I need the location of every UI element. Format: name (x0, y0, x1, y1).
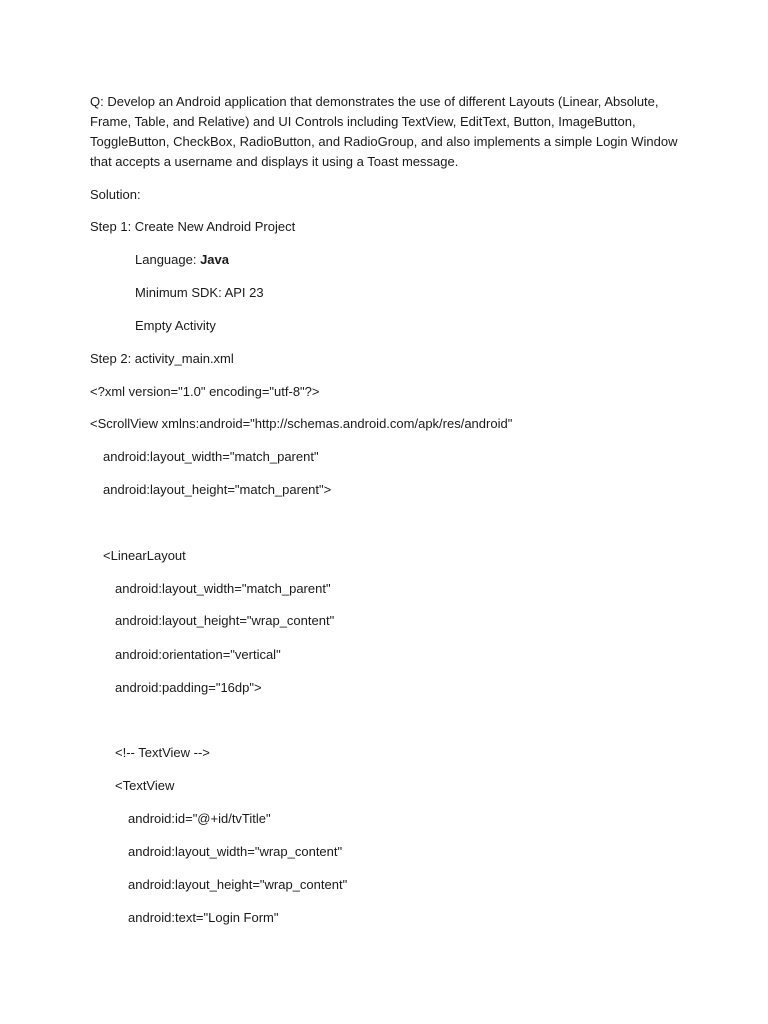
solution-label: Solution: (90, 187, 141, 202)
question-paragraph: Q: Develop an Android application that demonstrates the use of different Layouts (Linear, Absolute, Frame, Table, and Relative) and UI Controls including TextView, EditText, Button, ImageButton, ToggleButton, CheckBox, RadioButton, and RadioGroup, and also implements a simple Login Window that accepts a username and displays it using a Toast message. (90, 94, 678, 169)
code-line-scrollview-width: android:layout_width="match_parent" (103, 449, 319, 464)
step1-language (135, 251, 229, 269)
code-line-scrollview-height: android:layout_height="match_parent"> (103, 482, 332, 497)
code-line-linearlayout-width: android:layout_width="match_parent" (115, 581, 331, 596)
code-line-linearlayout-open: <LinearLayout (103, 548, 186, 563)
code-line-linearlayout-orientation: android:orientation="vertical" (115, 647, 281, 662)
code-line-textview-open: <TextView (115, 778, 175, 793)
code-line-scrollview-open: <ScrollView xmlns:android="http://schemas.android.com/apk/res/android" (90, 416, 513, 431)
step1-template: Empty Activity (135, 318, 216, 333)
code-line-xml-declaration: <?xml version="1.0" encoding="utf-8"?> (90, 384, 320, 399)
language-label: Language: (135, 252, 201, 267)
step1-title: Step 1: Create New Android Project (90, 219, 296, 234)
language-value: Java (200, 252, 229, 267)
step2-title: Step 2: activity_main.xml (90, 351, 234, 366)
code-line-textview-text: android:text="Login Form" (128, 910, 279, 925)
code-line-textview-width: android:layout_width="wrap_content" (128, 844, 343, 859)
code-line-textview-height: android:layout_height="wrap_content" (128, 877, 348, 892)
code-line-textview-id: android:id="@+id/tvTitle" (128, 811, 271, 826)
code-line-linearlayout-height: android:layout_height="wrap_content" (115, 613, 335, 628)
code-line-textview-comment: <!-- TextView --> (115, 745, 210, 760)
step1-min-sdk: Minimum SDK: API 23 (135, 285, 264, 300)
code-line-linearlayout-padding: android:padding="16dp"> (115, 680, 262, 695)
